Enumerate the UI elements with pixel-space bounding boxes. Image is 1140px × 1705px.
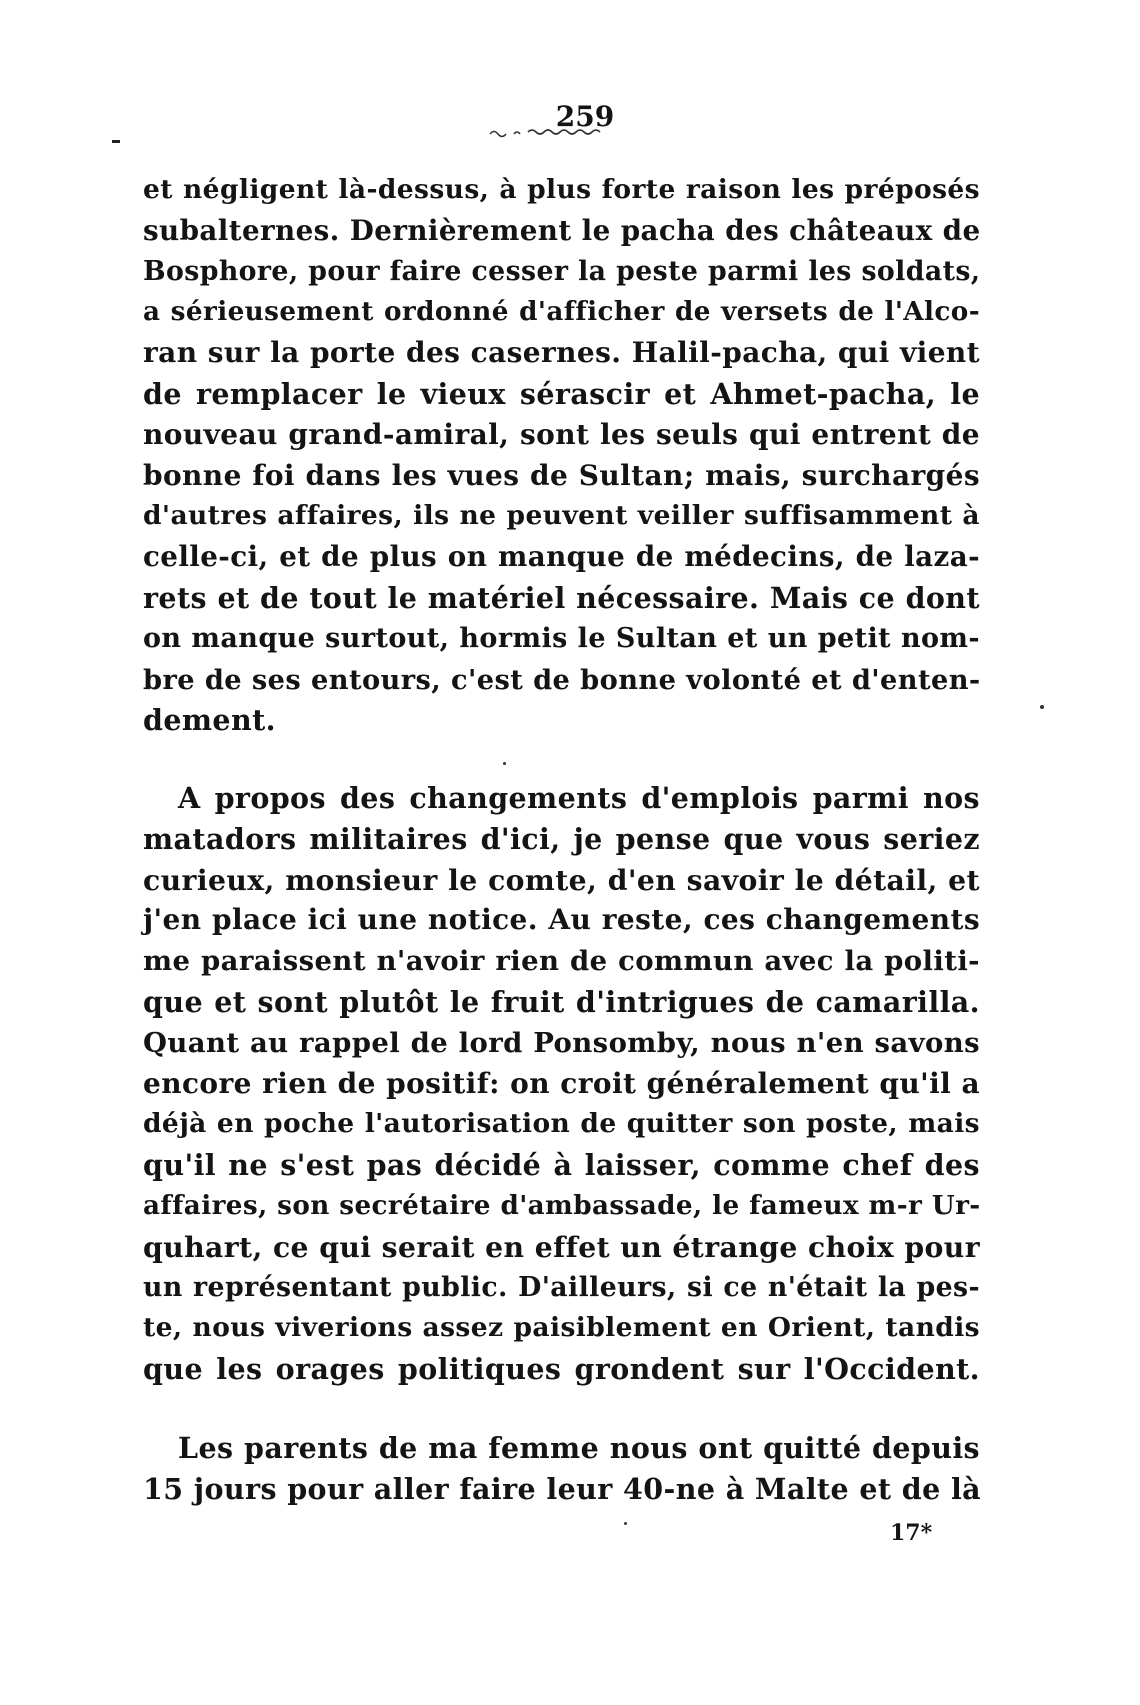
text-line: déjà en poche l'autorisation de quitter son poste, mais bbox=[143, 1108, 980, 1140]
text-line: curieux, monsieur le comte, d'en savoir le détail, et bbox=[143, 862, 980, 897]
paragraph-2 bbox=[143, 778, 980, 1390]
text-line: j'en place ici une notice. Au reste, ces changements bbox=[143, 903, 980, 937]
print-speck bbox=[503, 762, 506, 765]
ornament-squiggle bbox=[488, 126, 628, 140]
text-line: Quant au rappel de lord Ponsomby, nous n'en savons bbox=[143, 1026, 980, 1059]
text-line: ran sur la porte des casernes. Halil-pacha, qui vient bbox=[143, 336, 980, 370]
text-line: me paraissent n'avoir rien de commun avec la politi- bbox=[143, 945, 980, 978]
text-line: de remplacer le vieux sérascir et Ahmet-pacha, le bbox=[143, 376, 980, 411]
text-line: bonne foi dans les vues de Sultan; mais, surchargés bbox=[143, 458, 980, 492]
text-line: qu'il ne s'est pas décidé à laisser, comme chef des bbox=[143, 1148, 980, 1183]
text-line: Les parents de ma femme nous ont quitté depuis bbox=[178, 1431, 980, 1465]
text-line: subalternes. Dernièrement le pacha des châteaux de bbox=[143, 213, 981, 247]
text-line: bre de ses entours, c'est de bonne volonté et d'enten- bbox=[143, 663, 981, 696]
text-line: celle-ci, et de plus on manque de médecins, de laza- bbox=[143, 540, 980, 574]
text-line: Bosphore, pour faire cesser la peste parmi les soldats, bbox=[143, 255, 981, 287]
text-line: encore rien de positif: on croit généralement qu'il a bbox=[143, 1066, 980, 1100]
text-line: que les orages politiques grondent sur l'Occident. bbox=[143, 1352, 980, 1387]
text-line: matadors militaires d'ici, je pense que vous seriez bbox=[143, 821, 980, 856]
text-line: rets et de tout le matériel nécessaire. Mais ce dont bbox=[143, 580, 980, 615]
text-line: A propos des changements d'emplois parmi nos bbox=[178, 781, 980, 815]
text-line: un représentant public. D'ailleurs, si ce n'était la pes- bbox=[143, 1271, 980, 1303]
text-line: affaires, son secrétaire d'ambassade, le fameux m-r Ur- bbox=[143, 1189, 981, 1221]
text-line: quhart, ce qui serait en effet un étrange choix pour bbox=[143, 1229, 980, 1264]
text-line: 15 jours pour aller faire leur 40-ne à Malte et de là bbox=[143, 1471, 982, 1506]
text-line: nouveau grand-amiral, sont les seuls qui entrent de bbox=[143, 417, 980, 451]
text-line: d'autres affaires, ils ne peuvent veiller suffisamment à bbox=[143, 500, 980, 532]
paragraph-1 bbox=[143, 170, 980, 741]
paragraph-3 bbox=[143, 1428, 980, 1510]
text-line: te, nous viverions assez paisiblement en Orient, tandis bbox=[143, 1312, 980, 1344]
print-speck bbox=[624, 1522, 627, 1525]
margin-mark bbox=[112, 140, 120, 143]
print-speck bbox=[1040, 705, 1044, 709]
text-line: et négligent là-dessus, à plus forte raison les préposés bbox=[143, 174, 980, 205]
text-line: que et sont plutôt le fruit d'intrigues de camarilla. bbox=[143, 984, 980, 1019]
text-line: on manque surtout, hormis le Sultan et un petit nom- bbox=[143, 622, 980, 654]
signature-mark: 17* bbox=[890, 1520, 933, 1546]
page-number: 259 bbox=[555, 100, 615, 133]
text-line: a sérieusement ordonné d'afficher de versets de l'Alco- bbox=[143, 296, 980, 328]
text-line: dement. bbox=[143, 703, 276, 738]
